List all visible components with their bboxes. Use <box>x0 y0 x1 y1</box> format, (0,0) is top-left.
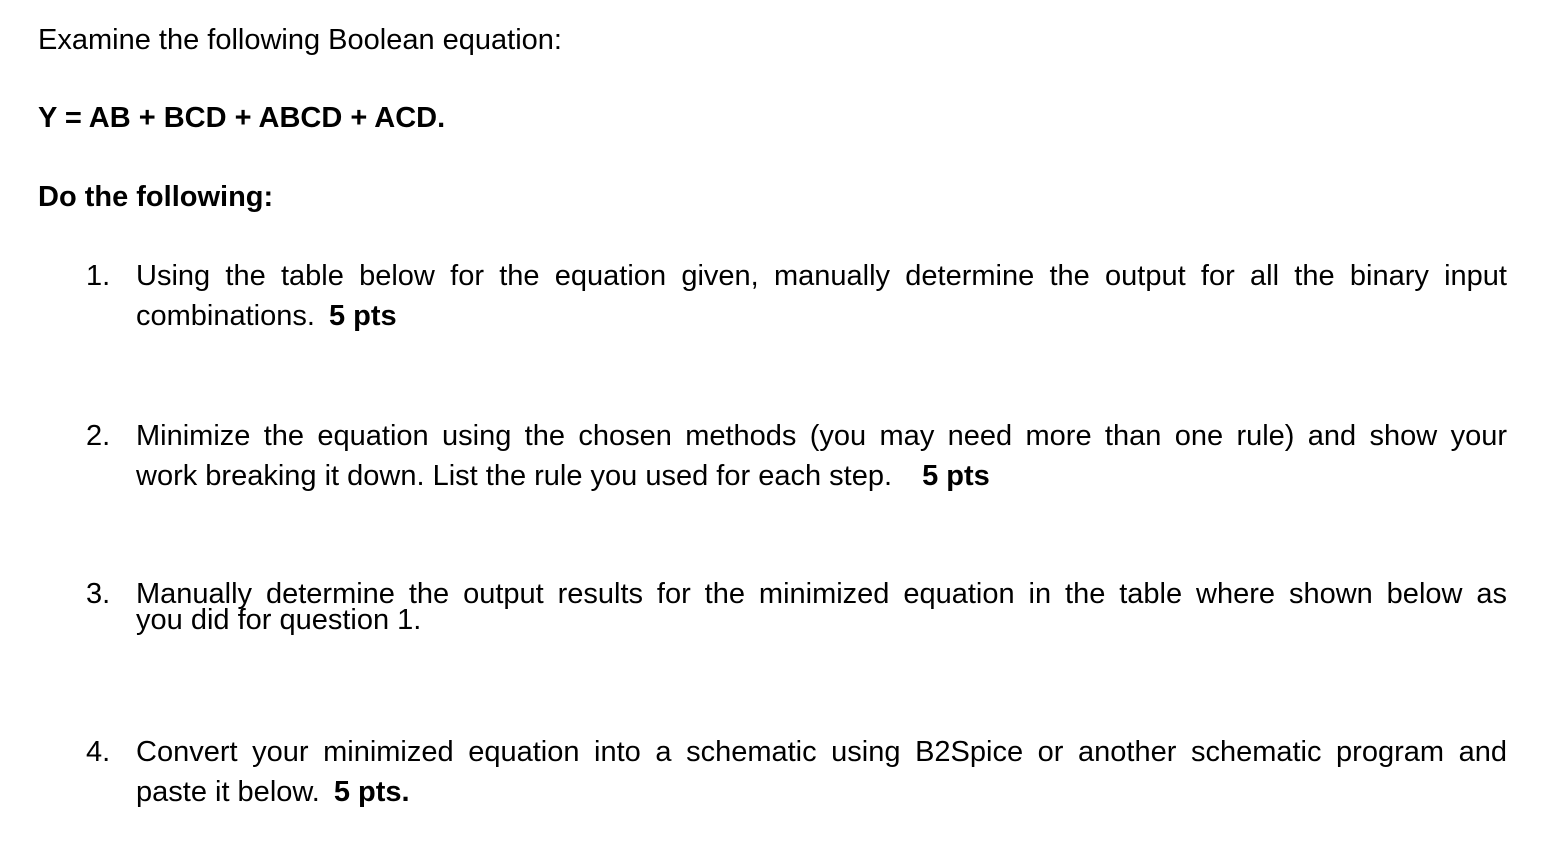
instruction-heading: Do the following: <box>38 181 274 213</box>
boolean-equation: Y = AB + BCD + ABCD + ACD. <box>38 102 446 134</box>
question-1-line-1: Using the table below for the equation given, manually determine the output for all the binary input <box>136 260 1507 292</box>
question-2-number: 2. <box>86 420 111 452</box>
question-4-line-2: paste it below. <box>136 776 320 808</box>
question-4-line-1: Convert your minimized equation into a schematic using B2Spice or another schematic program and <box>136 736 1507 768</box>
question-1-points: 5 pts <box>329 300 397 332</box>
question-2-line-2: work breaking it down. List the rule you used for each step. <box>136 460 893 492</box>
intro-text: Examine the following Boolean equation: <box>38 24 562 56</box>
question-2-points: 5 pts <box>922 460 990 492</box>
question-3-line-2: you did for question 1. <box>136 604 422 636</box>
question-4-points: 5 pts. <box>333 776 410 808</box>
question-3-line-1: Manually determine the output results for the minimized equation in the table where shown below as <box>136 578 1507 610</box>
question-1-number: 1. <box>86 260 111 292</box>
question-2-line-1: Minimize the equation using the chosen methods (you may need more than one rule) and show your <box>136 420 1507 452</box>
question-4-number: 4. <box>86 736 111 768</box>
question-1-line-2: combinations. <box>136 300 315 332</box>
question-3-number: 3. <box>86 578 111 610</box>
